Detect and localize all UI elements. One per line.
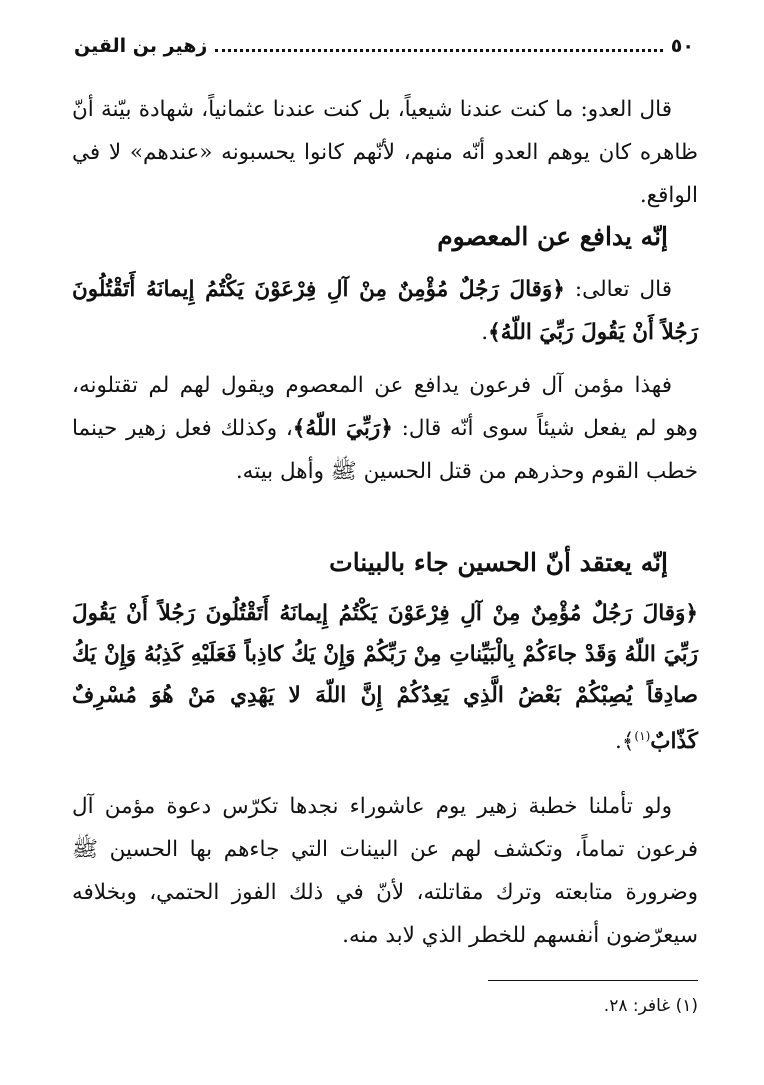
paragraph-2 [72,268,698,354]
paragraph-2-intro: قال تعالى: [564,277,672,302]
page-number: ٥٠ [670,35,694,57]
paragraph-3-a: فهذا مؤمن آل فرعون يدافع عن المعصوم ويقول لهم لم تقتلونه، وهو لم يفعل شيئاً سوى أنّه قال: [72,373,698,441]
header-dot-leader [215,49,662,52]
page-header [74,30,694,62]
paragraph-1-text: قال العدو: ما كنت عندنا شيعياً، بل كنت عندنا عثمانياً، شهادة بيّنة أنّ ظاهره كان يوهم العدو أنّه منهم، لأنّهم كانوا يحسبونه «عندهم» لا في الواقع. [72,97,698,208]
footnote-divider [488,980,698,981]
paragraph-3 [72,364,698,493]
footnote-reference: (١) [634,729,651,743]
footnote: (١) غافر: ٢٨. [603,996,698,1016]
paragraph-5-text: ولو تأملنا خطبة زهير يوم عاشوراء نجدها تكرّس دعوة مؤمن آل فرعون تماماً، وتكشف لهم عن البينات التي جاءهم بها الحسين ﷺ وضرورة متابعته وترك مقاتلته، لأنّ في ذلك الفوز الحتمي، وبخلافه سيعرّضون أنفسهم للخطر الذي لابد منه. [72,794,698,948]
quran-verse-2: ﴿رَبِّيَ اللّهُ﴾ [292,416,393,441]
paragraph-2-end: . [481,320,489,345]
running-title: زهير بن القين [74,35,208,57]
paragraph-3-b: ، وكذلك فعل زهير حينما خطب القوم وحذرهم من قتل الحسين ﷺ وأهل بيته. [72,416,698,484]
paragraph-1 [72,88,698,217]
paragraph-4-end: ﴾. [614,729,635,755]
section-heading-1: إنّه يدافع عن المعصوم [437,222,668,251]
quran-verse-1: ﴿وَقالَ رَجُلٌ مُؤْمِنٌ مِنْ آلِ فِرْعَوْنَ يَكْتُمُ إِيمانَهُ أَتَقْتُلُونَ رَجُلاً أَنْ يَقُولَ رَبِّيَ اللّهُ﴾ [72,277,698,345]
section-heading-2: إنّه يعتقد أنّ الحسين جاء بالبينات [329,548,668,577]
quran-verse-3: ﴿وَقالَ رَجُلٌ مُؤْمِنٌ مِنْ آلِ فِرْعَوْنَ يَكْتُمُ إِيمانَهُ أَتَقْتُلُونَ رَجُلاً أَنْ يَقُولَ رَبِّيَ اللّهُ وَقَدْ جاءَكُمْ بِالْبَيِّناتِ مِنْ رَبِّكُمْ وَإِنْ يَكُ كاذِباً فَعَلَيْهِ كَذِبُهُ وَإِنْ يَكُ صادِقاً يُصِبْكُمْ بَعْضُ الَّذِي يَعِدُكُمْ إِنَّ اللّهَ لا يَهْدِي مَنْ هُوَ مُسْرِفٌ كَذّابٌ [72,601,698,755]
paragraph-4 [72,593,698,762]
paragraph-5 [72,785,698,957]
